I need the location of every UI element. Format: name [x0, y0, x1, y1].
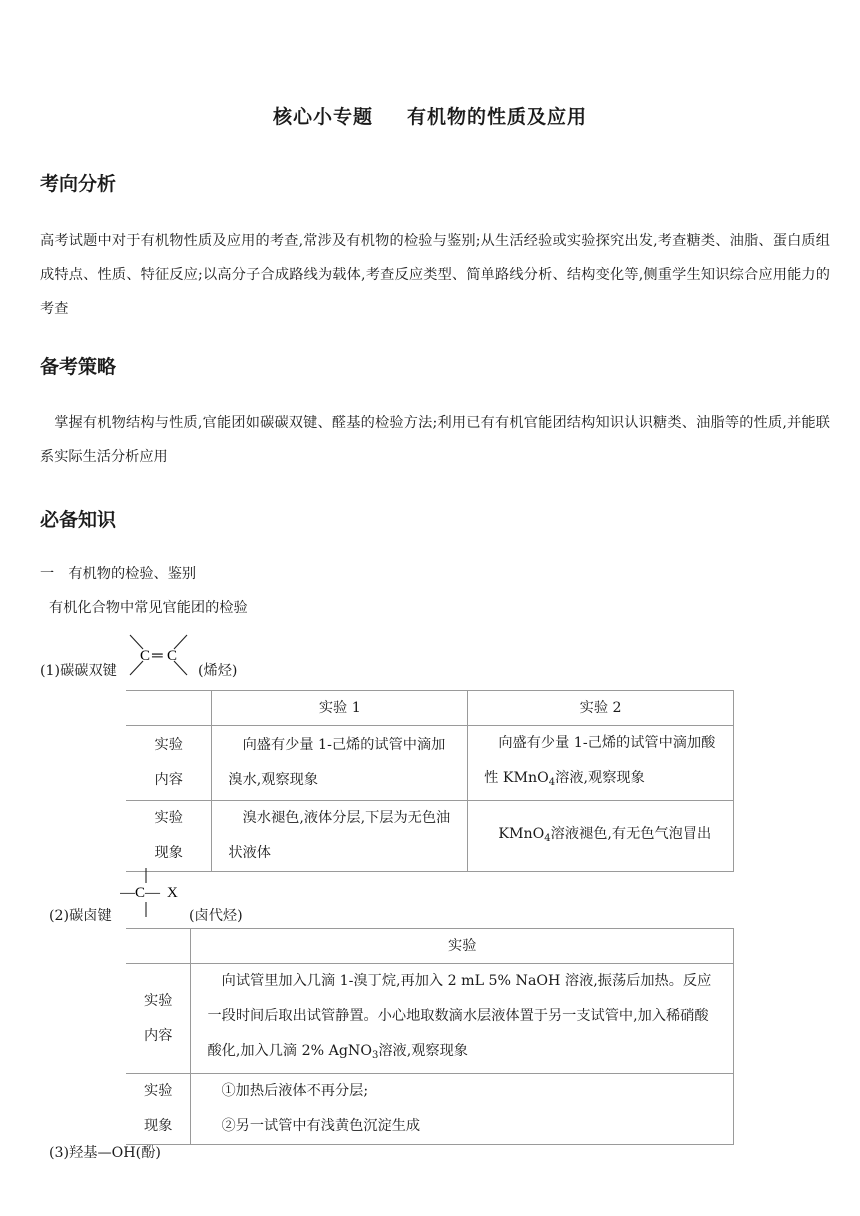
table1-header-exp2: 实验 2 — [468, 691, 734, 726]
svg-text:═: ═ — [152, 648, 163, 664]
haloalkane-experiment-table — [126, 928, 734, 1145]
table2-phenomenon: ①加热后液体不再分层; ②另一试管中有浅黄色沉淀生成 — [191, 1074, 734, 1145]
subsection-subtitle: 有机化合物中常见官能团的检验 — [49, 600, 248, 616]
haloalkane-structure-diagram — [120, 866, 186, 918]
svg-text:C: C — [167, 648, 178, 664]
group1-label-suffix: (烯烃) — [198, 663, 238, 679]
table2-row-label-content: 实验 内容 — [126, 964, 191, 1074]
table1-row-label-content: 实验 内容 — [126, 726, 212, 801]
section-heading-analysis: 考向分析 — [40, 173, 117, 195]
table1-row-label-phenomenon: 实验 现象 — [126, 801, 212, 872]
group2-label-suffix: (卤代烃) — [189, 908, 243, 924]
table1-content-exp1: 向盛有少量 1-己烯的试管中滴加溴水,观察现象 — [212, 726, 468, 801]
section-heading-knowledge: 必备知识 — [40, 509, 117, 531]
table1-content-exp2: 向盛有少量 1-己烯的试管中滴加酸性 KMnO$_4$溶液,观察现象 — [468, 726, 734, 801]
table2-content: 向试管里加入几滴 1-溴丁烷,再加入 2 mL 5% NaOH 溶液,振荡后加热。反应一段时间后取出试管静置。小心地取数滴水层液体置于另一支试管中,加入稀硝酸酸化,加入几滴 2% AgNO$_3$溶液,观察现象 — [191, 964, 734, 1074]
subsection-title: 一 有机物的检验、鉴别 — [40, 566, 197, 582]
table1-phenomenon-exp1: 溴水褪色,液体分层,下层为无色油状液体 — [212, 801, 468, 872]
strategy-paragraph: 掌握有机物结构与性质,官能团如碳碳双键、醛基的检验方法;利用已有有机官能团结构知识认识糖类、油脂等的性质,并能联系实际生活分析应用 — [40, 415, 830, 465]
table1-header-exp1: 实验 1 — [212, 691, 468, 726]
alkene-structure-diagram — [124, 632, 194, 678]
table2-header: 实验 — [191, 929, 734, 964]
group3-label: (3)羟基—OH(酚) — [49, 1145, 161, 1161]
table1-phenomenon-exp2: KMnO$_4$溶液褪色,有无色气泡冒出 — [468, 801, 734, 872]
page-title: 核心小专题 有机物的性质及应用 — [272, 106, 588, 128]
alkene-experiment-table — [126, 690, 734, 872]
section-heading-strategy: 备考策略 — [40, 356, 117, 378]
analysis-paragraph: 高考试题中对于有机物性质及应用的考查,常涉及有机物的检验与鉴别;从生活经验或实验探究出发,考查糖类、油脂、蛋白质组成特点、性质、特征反应;以高分子合成路线为载体,考查反应类型、简单路线分析、结构变化等,侧重学生知识综合应用能力的考查 — [40, 233, 830, 317]
svg-text:—C—: —C— — [120, 885, 161, 901]
svg-text:C: C — [140, 648, 151, 664]
group2-label: (2)碳卤键 — [49, 908, 112, 924]
group1-label: (1)碳碳双键 — [40, 663, 117, 679]
svg-text:X: X — [167, 885, 178, 901]
table2-row-label-phenomenon: 实验 现象 — [126, 1074, 191, 1145]
